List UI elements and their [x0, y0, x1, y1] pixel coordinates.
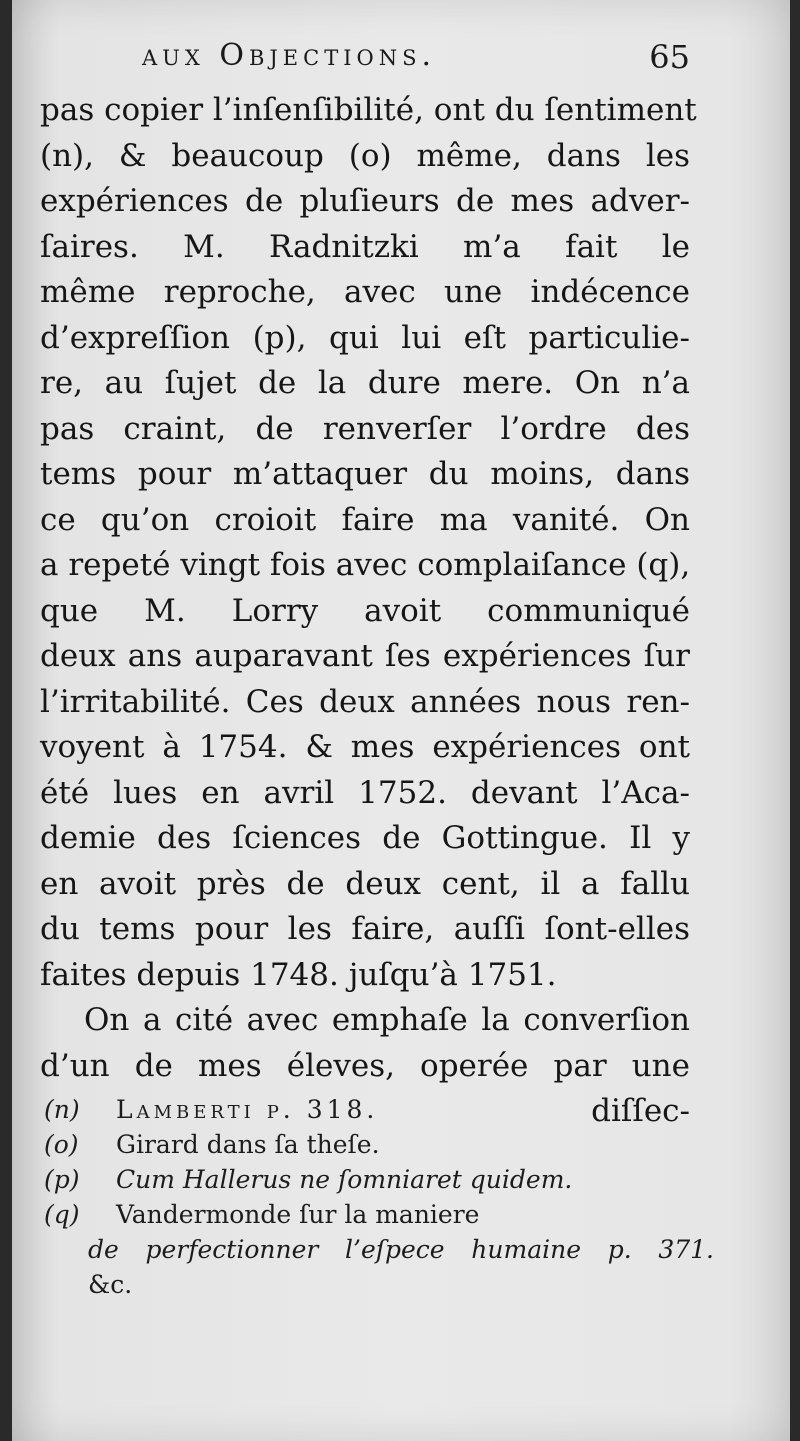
text-line: ſaires. M. Radnitzki m’a fait le: [40, 228, 690, 265]
text-line: demie des ſciences de Gottingue. Il y: [40, 820, 690, 856]
footnote-text: Lamberti p. 318.: [116, 1095, 379, 1124]
text-line: en avoit près de deux cent, il a fallu: [40, 865, 690, 902]
text-line: que M. Lorry avoit communiqué: [40, 592, 690, 629]
text-line: a repeté vingt fois avec complaiſance (q),: [40, 547, 691, 583]
text-line: été lues en avril 1752. devant l’Aca-: [40, 774, 690, 811]
page-header: [142, 38, 702, 82]
text-line: faites depuis 1748. juſqu’à 1751.: [40, 956, 557, 993]
footnote-text: Cum Hallerus ne ſomniaret quidem.: [116, 1165, 573, 1194]
text-line: deux ans auparavant ſes expériences ſur: [40, 638, 690, 674]
text-line: re, au ſujet de la dure mere. On n’a: [40, 365, 690, 401]
footnote-mark: (q): [44, 1200, 80, 1229]
footnote-mark: (n): [44, 1095, 80, 1124]
text-line: pas craint, de renverſer l’ordre des: [40, 410, 690, 447]
text-line: tems pour m’attaquer du moins, dans: [40, 456, 690, 492]
footnote-p: [44, 1162, 714, 1197]
text-line-paragraph-start: On a cité avec emphaſe la converſion: [84, 1002, 690, 1038]
footnote-text: Girard dans ſa theſe.: [116, 1130, 380, 1159]
text-line: ce qu’on croioit faire ma vanité. On: [40, 501, 690, 538]
footnote-mark: (o): [44, 1130, 79, 1159]
text-line: expériences de pluſieurs de mes adver-: [40, 183, 690, 219]
footnotes: [44, 1092, 714, 1302]
catchword: diſſec-: [591, 1093, 690, 1129]
text-line: d’expreſſion (p), qui lui eſt particulie-: [40, 319, 690, 356]
footnote-o: [44, 1127, 714, 1162]
text-line: l’irritabilité. Ces deux années nous ren-: [40, 683, 690, 720]
text-line: (n), & beaucoup (o) même, dans les: [40, 137, 690, 174]
text-line: d’un de mes éleves, operée par une: [40, 1047, 690, 1084]
footnote-mark: (p): [44, 1165, 80, 1194]
body-text: [40, 88, 697, 1135]
text-line: voyent à 1754. & mes expériences ont: [40, 729, 690, 765]
text-line: du tems pour les faire, auſſi ſont-elles: [40, 911, 690, 947]
book-page: [12, 0, 790, 1441]
footnote-n: [44, 1092, 714, 1127]
text-line: même reproche, avec une indécence: [40, 274, 690, 310]
footnote-q-continuation: &c.: [88, 1270, 133, 1299]
running-title: aux Objections.: [142, 38, 437, 73]
footnote-q: [44, 1197, 714, 1232]
text-line: pas copier l’inſenſibilité, ont du ſentiment: [40, 92, 697, 128]
footnote-q-continuation: de perfectionner l’eſpece humaine p. 371.: [88, 1235, 714, 1264]
page-number: 65: [649, 38, 690, 76]
footnote-text: Vandermonde ſur la maniere: [116, 1200, 480, 1229]
